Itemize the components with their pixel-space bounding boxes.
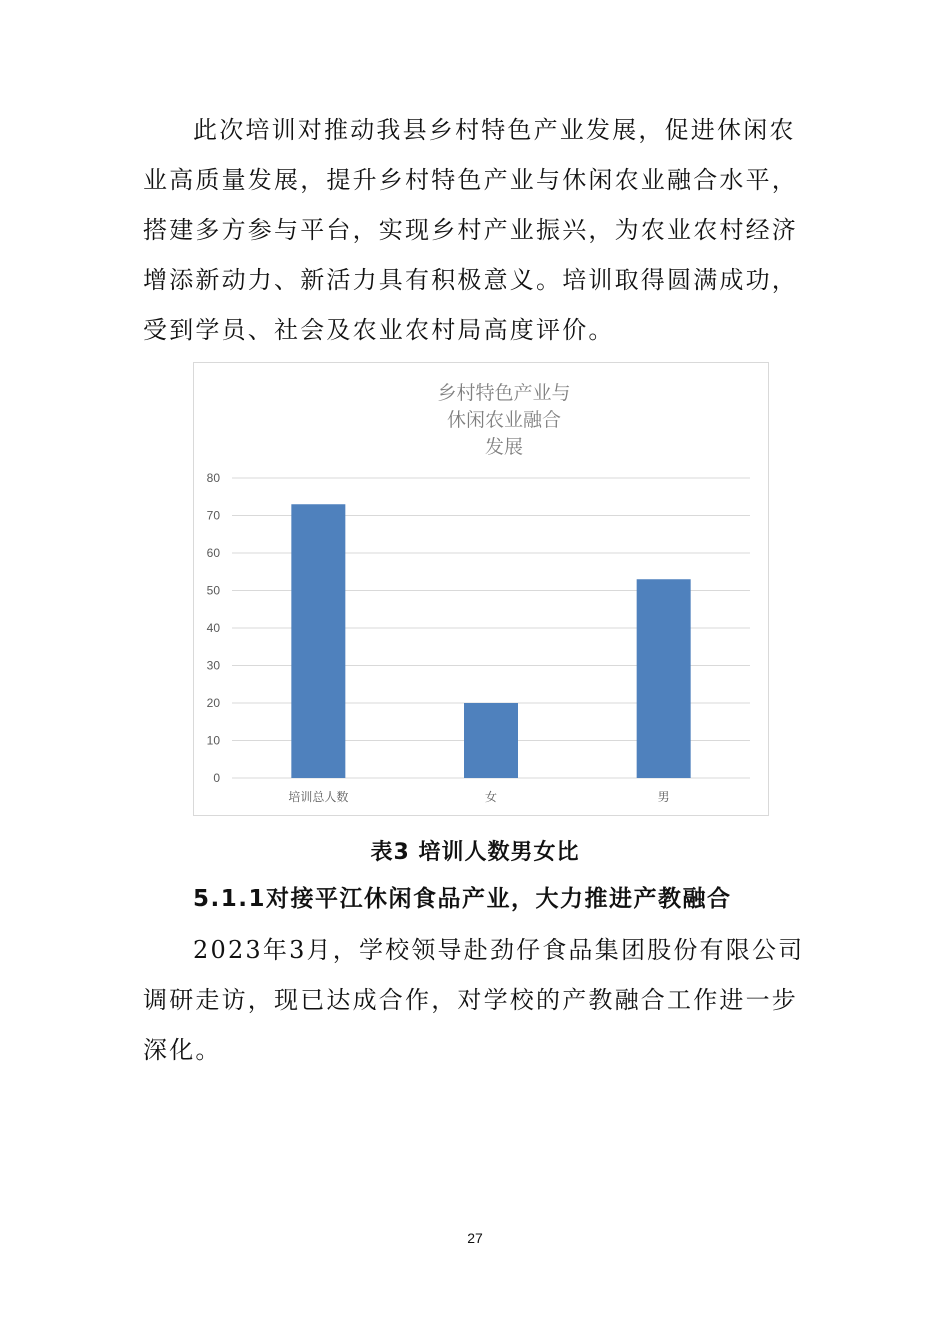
y-tick-label: 60: [206, 546, 220, 560]
x-axis-categories: [288, 789, 669, 804]
chart-title: [437, 382, 570, 458]
y-tick-label: 50: [206, 583, 220, 598]
y-axis-ticks: [207, 471, 221, 785]
bar: [291, 504, 345, 778]
y-tick-label: 20: [206, 696, 220, 710]
chart-caption: 表3 培训人数男女比: [370, 840, 580, 865]
bars: [291, 504, 690, 778]
section-heading: 5.1.1对接平江休闲食品产业，大力推进产教融合: [193, 886, 732, 912]
x-category-label: 男: [657, 790, 670, 804]
chart-canvas: [194, 363, 768, 815]
paragraph-cooperation: 2023年3月，学校领导赴劲仔食品集团股份有限公司调研走访，现已达成合作，对学校的产教融合工作进一步深化。: [143, 936, 805, 1064]
y-tick-label: 0: [213, 771, 220, 785]
page-number: 27: [467, 1230, 483, 1246]
chart-title-line: 休闲农业融合: [446, 409, 562, 431]
y-tick-label: 80: [206, 471, 220, 485]
bar-chart: [193, 362, 769, 816]
y-tick-label: 30: [206, 658, 220, 673]
y-tick-label: 10: [206, 733, 220, 748]
bar: [464, 703, 518, 778]
x-category-label: 培训总人数: [288, 790, 349, 804]
bar: [637, 579, 691, 778]
y-tick-label: 70: [206, 508, 220, 523]
chart-title-line: 发展: [484, 436, 524, 458]
chart-title-line: 乡村特色产业与: [437, 382, 571, 404]
paragraph-intro: 此次培训对推动我县乡村特色产业发展，促进休闲农业高质量发展，提升乡村特色产业与休闲农业融合水平，搭建多方参与平台，实现乡村产业振兴，为农业农村经济增添新动力、新活力具有积极意义。培训取得圆满成功，受到学员、社会及农业农村局高度评价。: [143, 116, 798, 344]
y-tick-label: 40: [206, 621, 220, 635]
x-category-label: 女: [484, 790, 498, 804]
